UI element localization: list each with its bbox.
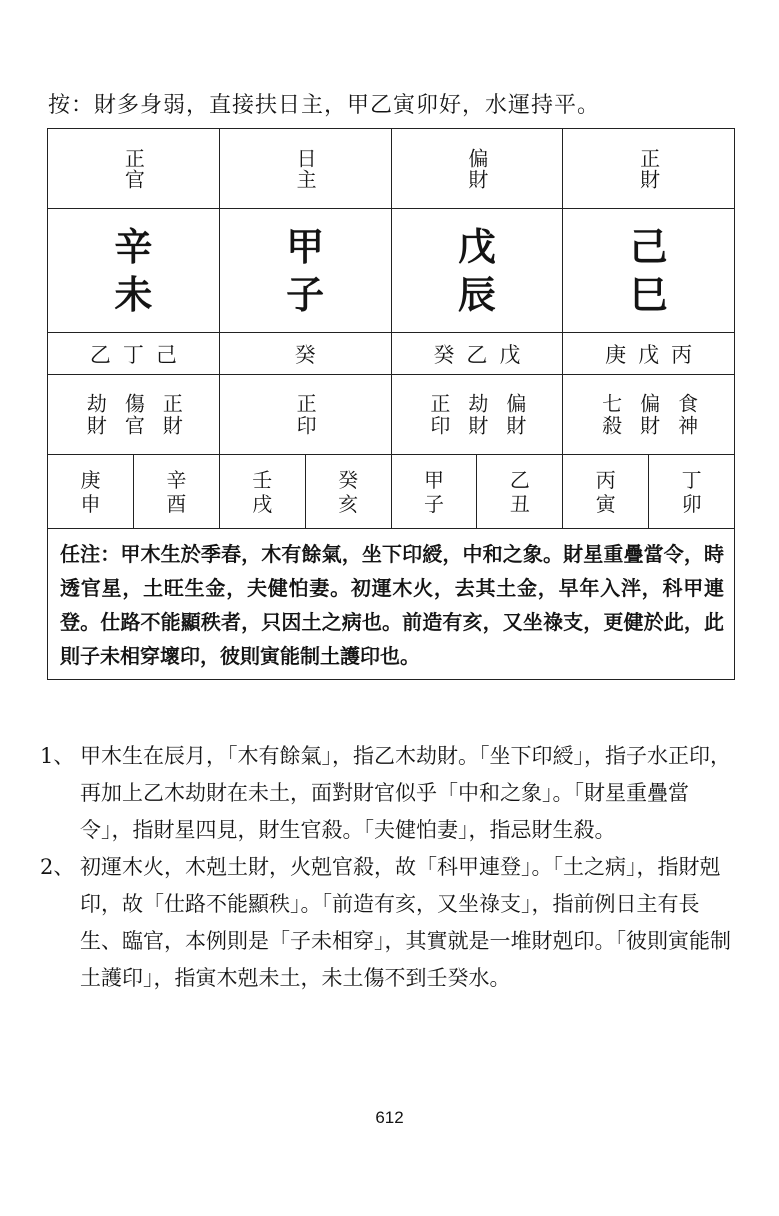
ren-note: 任注：甲木生於季春，木有餘氣，坐下印綬，中和之象。財星重疊當令，時透官星，土旺生金，夫健怕妻。初運木火，去其土金，早年入泮，科甲連登。仕路不能顯秩者，只因土之病也。前造有亥，又坐祿支，更健於此，此則子未相穿壞印，彼則寅能制土護印也。 (60, 542, 724, 668)
bazi-chart (47, 128, 735, 680)
comment-number: 2、 (40, 855, 75, 879)
hidden-god: 傷官 (121, 392, 146, 437)
commentary (40, 738, 740, 997)
hidden-god: 食神 (674, 392, 699, 437)
hidden-stems-2: 癸 (220, 333, 392, 374)
comment-text: 初運木火，木剋土財，火剋官殺，故「科甲連登」。「土之病」，指財剋印，故「仕路不能顯秩」。「前造有亥，又坐祿支」，指前例日主有長生、臨官，本例則是「子未相穿」，其實就是一堆財剋印。「彼則寅能制土護印」，指寅木剋未土，未土傷不到壬癸水。 (80, 855, 731, 990)
note-row (48, 529, 734, 679)
pillar-2: 甲 子 (286, 224, 325, 317)
luck-pillar: 辛 酉 (166, 467, 187, 516)
luck-pillar: 丁 卯 (681, 467, 702, 516)
comment-item (40, 849, 740, 997)
hidden-god: 正財 (159, 392, 184, 437)
ten-god-year: 正官 (121, 147, 146, 190)
luck-pillar: 甲 子 (392, 455, 478, 528)
hidden-god: 劫財 (464, 392, 489, 437)
hidden-god: 偏財 (636, 392, 661, 437)
hidden-god: 劫財 (83, 392, 108, 437)
page-number: 612 (375, 1108, 404, 1127)
comment-text: 甲木生在辰月，「木有餘氣」，指乙木劫財。「坐下印綬」，指子水正印，再加上乙木劫財在未土，面對財官似乎「中和之象」。「財星重疊當令」，指財星四見，財生官殺。「夫健怕妻」，指忌財生殺。 (80, 744, 731, 842)
ten-god-day: 偏財 (464, 147, 489, 190)
ten-gods-row (48, 129, 734, 209)
hidden-stems-3: 癸乙戊 (392, 333, 564, 374)
luck-pillar: 乙 丑 (509, 467, 530, 516)
hidden-god: 七殺 (598, 392, 623, 437)
hidden-gods-row (48, 375, 734, 455)
luck-pillars-row (48, 455, 734, 529)
luck-pillar: 壬 戌 (220, 455, 306, 528)
pillar-1: 辛 未 (114, 224, 153, 317)
comment-number: 1、 (40, 744, 75, 768)
hidden-god: 正印 (426, 392, 451, 437)
hidden-stems-row (48, 333, 734, 375)
luck-pillar: 癸 亥 (338, 467, 359, 516)
luck-pillar: 庚 申 (48, 455, 134, 528)
pillars-row (48, 209, 734, 333)
ten-god-hour: 正財 (636, 147, 661, 190)
header-note: 按：財多身弱，直接扶日主，甲乙寅卯好，水運持平。 (48, 93, 601, 118)
ten-god-month: 日主 (293, 147, 318, 190)
comment-item (40, 738, 740, 849)
pillar-4: 己 巳 (629, 224, 668, 317)
pillar-3: 戊 辰 (457, 224, 496, 317)
hidden-god: 偏財 (502, 392, 527, 437)
luck-pillar: 丙 寅 (563, 455, 649, 528)
hidden-god: 正印 (293, 392, 318, 437)
hidden-stems-4: 庚戊丙 (605, 342, 705, 367)
hidden-stems-1: 乙丁己 (48, 333, 220, 374)
